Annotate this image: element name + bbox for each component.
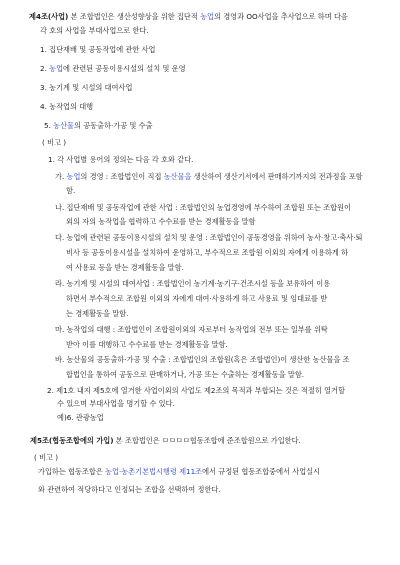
article5-note-highlight: 농업·농촌기본법시행령 제11조 [105,467,203,476]
item-text: 에 관련된 공동이용시설의 설치 및 운영 [63,64,186,73]
article4-intro-highlight: 농업 [200,12,214,21]
item-text: 집단재배 및 공동작업에 관한 사업 [49,45,156,54]
article5-text: 본 조합법인은 ㅁㅁㅁㅁ협동조합에 준조합원으로 가입한다. [113,436,301,445]
note-sub-ma-line-2: 받아 이를 대행하고 수수료를 받는 경제활동을 말함. [66,340,228,349]
article5-note-text-b: 에서 규정된 협동조합중에서 사업실시 [202,467,321,476]
article4-item-5 [44,121,153,131]
article4-intro-a: 본 조합법인은 생산성향상을 위한 집단적 [68,12,201,21]
article4-item-1 [40,45,156,55]
note-sub-ga-cont: 함. [66,186,76,195]
sub-ga-text-2: 생산하여 생산기서에서 판매하기까지의 전과정을 포함 [191,172,363,181]
item-number: 1. [40,45,47,54]
item-text: 농작업의 대행 [49,102,94,111]
article4-heading-line [29,12,348,22]
article4-title: 제4조(사업) [29,12,69,21]
item-number: 3. [40,83,47,92]
article4-note-2-line-1: 2. 제1호 내지 제5호에 열거한 사업이외의 사업도 제2조의 목적과 부합되는 것은 적절히 열거할 [47,386,345,395]
note-sub-da-line-2: 비사 등 공동이용시설을 설치하여 운영하고, 부수적으로 조합원 이외의 자에게 이용하게 하 [66,248,349,257]
note-sub-ra-line-2: 하면서 부수적으로 조합원 이외의 자에게 대여·사용하게 하고 사용료 및 임대료를 받 [66,294,328,303]
article4-note-2-line-2: 수 있으며 부대사업을 명기할 수 있다. [57,399,175,408]
article5-note-label: ( 비고 ) [34,453,59,462]
note-sub-da-line-1: 다. 농업에 관련된 공동이용시설의 설치 및 운영 : 조합법인이 공동경영을 위하여 농사·창고·축사·퇴 [55,233,363,242]
article4-item-4 [40,102,93,112]
item-text: 농기계 및 시설의 대여사업 [49,83,133,92]
article5-title: 제5조(협동조합에의 가입) [30,436,114,445]
article4-item-2 [40,64,186,74]
item-number: 4. [40,102,47,111]
article4-note-1: 1. 각 사업별 용어의 정의는 다음 각 호와 같다. [48,155,194,164]
note-sub-ba-line-1: 바. 농산물의 공동출하·가공 및 수출 : 조합법인의 조합원(혹은 조합법인)이 생산한 농산물을 조 [55,355,350,364]
article4-item-3 [40,83,132,93]
sub-ga-text-1: 의 경영 : 조합법인이 직접 [80,172,164,181]
note-sub-ga [55,172,363,182]
article4-intro-continuation: 각 호의 사업을 부대사업으로 한다. [40,26,149,35]
item-number: 2. [40,64,47,73]
sub-ga-prefix: 가. [55,172,67,181]
article5-note-text-a: 가입하는 협동조합은 [38,467,106,476]
article5-note-line-2: 와 관련하여 적당하다고 인정되는 조합을 선택하여 정한다. [38,485,221,494]
article4-intro-b: 의 경영과 OO사업을 추사업으로 하며 다음 [214,12,348,21]
item-number: 5. [44,121,51,130]
note-sub-da-line-3: 여 사용료 등을 받는 경제활동을 말함. [66,263,184,272]
sub-ga-highlight-1: 농업 [66,172,81,181]
note-sub-ra-line-3: 는 경제활동을 말함. [66,309,129,318]
note-sub-ra-line-1: 라. 농기계 및 시설의 대여사업 : 조합법인이 농기계·농기구·건조시설 등을 보유하여 이용 [55,279,331,288]
note-sub-ba-line-2: 합법인을 통하여 공동으로 판매하거나, 가공 또는 수출하는 경제활동을 말함. [66,370,305,379]
note-sub-na-line-2: 외의 자의 농작업을 협력하고 수수료를 받는 경제활동을 말함 [66,217,256,226]
item-highlight: 농업 [49,64,64,73]
note-sub-ma-line-1: 마. 농작업의 대행 : 조합법인이 조합원이외의 자로부터 농작업의 전부 또는 일부를 위탁 [55,325,328,334]
item-highlight: 농산물 [53,121,74,130]
item-text: 의 공동출하·가공 및 수출 [74,121,153,130]
article4-example: 예)6. 관광농업 [57,413,104,422]
sub-ga-highlight-2: 농산물을 [163,172,192,181]
article5-heading-line [30,436,301,446]
article4-note-label: ( 비고 ) [42,138,67,147]
note-sub-na-line-1: 나. 집단재배 및 공동작업에 관한 사업 : 조합법인의 농업경영에 부수하여 조합원 또는 조합원이 [55,203,351,212]
article5-note-line-1 [38,467,320,477]
